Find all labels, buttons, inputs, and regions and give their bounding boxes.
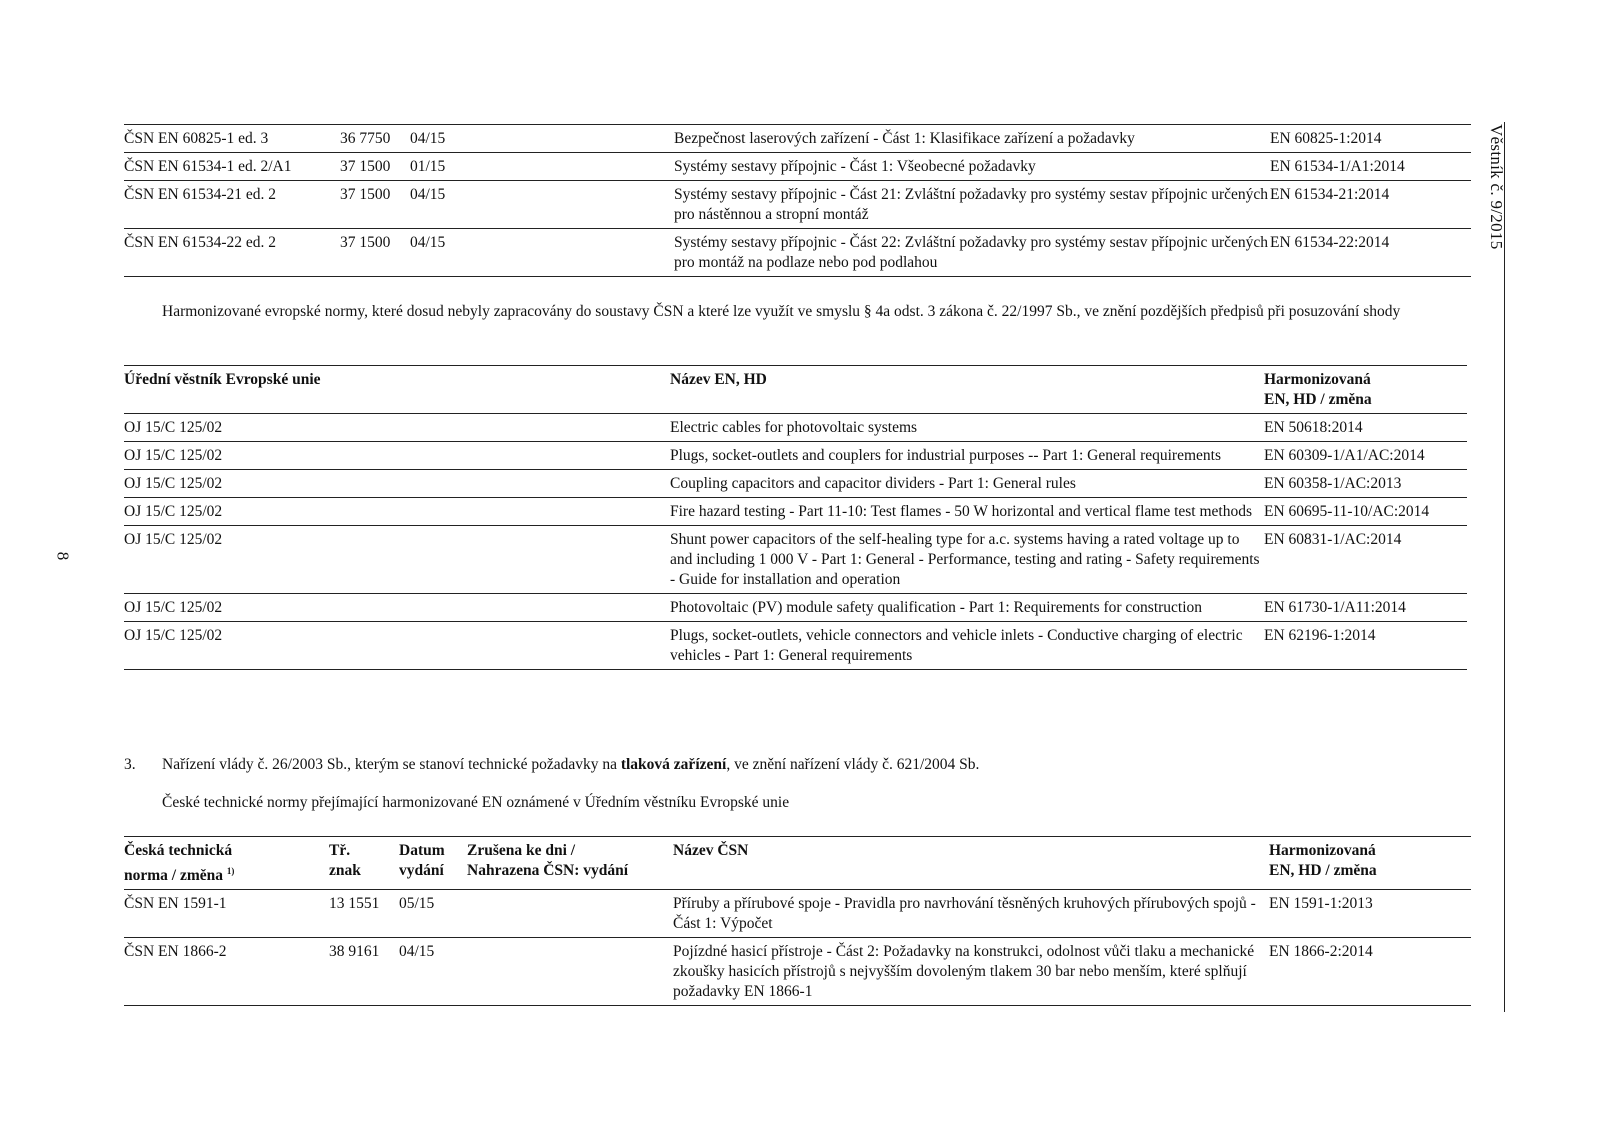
table-row	[124, 594, 1467, 622]
title-cell: Systémy sestavy přípojnic - Část 21: Zvláštní požadavky pro systémy sestav přípojnic určených pro nástěnnou a stropní montáž	[674, 181, 1270, 229]
table-row	[124, 229, 1471, 277]
table-row	[124, 890, 1471, 938]
date-cell: 04/15	[410, 229, 674, 277]
header-harmonized-line2: EN, HD / změna	[1264, 391, 1372, 408]
harmonized-intro-paragraph: Harmonizované evropské normy, které dosud nebyly zapracovány do soustavy ČSN a které lze využít ve smyslu § 4a odst. 3 zákona č. 22/1997 Sb., ve znění pozdějších předpisů při posuzování shody	[162, 303, 1401, 320]
title-cell: Plugs, socket-outlets and couplers for industrial purposes -- Part 1: General requirements	[670, 442, 1264, 470]
journal-cell: OJ 15/C 125/02	[124, 526, 670, 594]
header-class	[329, 837, 399, 890]
cancelled-cell	[467, 938, 673, 1006]
harmonized-cell: EN 1591-1:2013	[1269, 890, 1471, 938]
norm-cell: ČSN EN 61534-21 ed. 2	[124, 181, 340, 229]
header-date	[399, 837, 467, 890]
norm-cell: ČSN EN 1866-2	[124, 938, 329, 1006]
section-heading	[162, 755, 1472, 775]
harmonized-cell: EN 60695-11-10/AC:2014	[1264, 498, 1467, 526]
section-heading-bold: tlaková zařízení	[620, 756, 727, 773]
harmonized-norms-table	[124, 365, 1467, 670]
harmonized-cell: EN 62196-1:2014	[1264, 622, 1467, 670]
title-cell: Fire hazard testing - Part 11-10: Test flames - 50 W horizontal and vertical flame test methods	[670, 498, 1264, 526]
header-harmonized	[1264, 366, 1467, 414]
header-harmonized-line1: Harmonizovaná	[1264, 371, 1371, 388]
table-row	[124, 414, 1467, 442]
title-cell: Electric cables for photovoltaic systems	[670, 414, 1264, 442]
title-cell: Bezpečnost laserových zařízení - Část 1: Klasifikace zařízení a požadavky	[674, 125, 1270, 153]
norm-cell: ČSN EN 61534-1 ed. 2/A1	[124, 153, 340, 181]
journal-cell: OJ 15/C 125/02	[124, 498, 670, 526]
header-date-line2: vydání	[399, 862, 444, 879]
harmonized-cell: EN 61534-1/A1:2014	[1270, 153, 1471, 181]
table-row	[124, 622, 1467, 670]
date-cell: 04/15	[410, 181, 674, 229]
title-cell: Příruby a přírubové spoje - Pravidla pro navrhování těsněných kruhových přírubových spojů - Část 1: Výpočet	[673, 890, 1269, 938]
page-number: 8	[53, 551, 73, 561]
table-row	[124, 498, 1467, 526]
norms-table-1	[124, 124, 1471, 277]
class-cell: 36 7750	[340, 125, 410, 153]
title-cell: Photovoltaic (PV) module safety qualification - Part 1: Requirements for construction	[670, 594, 1264, 622]
journal-cell: OJ 15/C 125/02	[124, 470, 670, 498]
harmonized-cell: EN 60831-1/AC:2014	[1264, 526, 1467, 594]
table-row	[124, 470, 1467, 498]
section-subtitle: České technické normy přejímající harmonizované EN oznámené v Úředním věstníku Evropské unie	[162, 794, 790, 811]
class-cell: 37 1500	[340, 153, 410, 181]
title-cell: Coupling capacitors and capacitor dividers - Part 1: General rules	[670, 470, 1264, 498]
date-cell: 01/15	[410, 153, 674, 181]
title-cell: Pojízdné hasicí přístroje - Část 2: Požadavky na konstrukci, odolnost vůči tlaku a mechanické zkoušky hasicích přístrojů s nejvyšším dovoleným tlakem 30 bar nebo menším, které splňují požadavky EN 1866-1	[673, 938, 1269, 1006]
title-cell: Shunt power capacitors of the self-healing type for a.c. systems having a rated voltage up to and including 1 000 V - Part 1: General - Performance, testing and rating - Safety requirements - Guide for installation and operation	[670, 526, 1264, 594]
harmonized-cell: EN 60825-1:2014	[1270, 125, 1471, 153]
date-cell: 05/15	[399, 890, 467, 938]
section-number: 3.	[124, 756, 136, 773]
header-cancelled-line2: Nahrazena ČSN: vydání	[467, 862, 629, 879]
class-cell: 38 9161	[329, 938, 399, 1006]
table-header-row	[124, 837, 1471, 890]
section-heading-tail: , ve znění nařízení vlády č. 621/2004 Sb.	[726, 756, 980, 773]
norm-cell: ČSN EN 1591-1	[124, 890, 329, 938]
table-row	[124, 938, 1471, 1006]
journal-cell: OJ 15/C 125/02	[124, 594, 670, 622]
header-norm-line1: Česká technická	[124, 842, 233, 859]
table-header-row	[124, 366, 1467, 414]
header-title: Název ČSN	[673, 837, 1269, 890]
journal-cell: OJ 15/C 125/02	[124, 414, 670, 442]
header-cancelled	[467, 837, 673, 890]
title-cell: Plugs, socket-outlets, vehicle connectors and vehicle inlets - Conductive charging of electric vehicles - Part 1: General requirements	[670, 622, 1264, 670]
header-cancelled-line1: Zrušena ke dni /	[467, 842, 576, 859]
header-harmonized-line1: Harmonizovaná	[1269, 842, 1376, 859]
harmonized-cell: EN 61534-22:2014	[1270, 229, 1471, 277]
norm-cell: ČSN EN 61534-22 ed. 2	[124, 229, 340, 277]
harmonized-cell: EN 50618:2014	[1264, 414, 1467, 442]
class-cell: 13 1551	[329, 890, 399, 938]
harmonized-cell: EN 60309-1/A1/AC:2014	[1264, 442, 1467, 470]
journal-cell: OJ 15/C 125/02	[124, 622, 670, 670]
cancelled-cell	[467, 890, 673, 938]
header-harmonized	[1269, 837, 1471, 890]
header-harmonized-line2: EN, HD / změna	[1269, 862, 1377, 879]
header-norm	[124, 837, 329, 890]
date-cell: 04/15	[410, 125, 674, 153]
title-cell: Systémy sestavy přípojnic - Část 22: Zvláštní požadavky pro systémy sestav přípojnic určených pro montáž na podlaze nebo pod podlahou	[674, 229, 1270, 277]
harmonized-cell: EN 61730-1/A11:2014	[1264, 594, 1467, 622]
harmonized-cell: EN 60358-1/AC:2013	[1264, 470, 1467, 498]
bulletin-label: Věstník č. 9/2015	[1487, 124, 1506, 250]
header-norm-line2: norma / změna	[124, 867, 224, 885]
header-date-line1: Datum	[399, 842, 445, 859]
header-title: Název EN, HD	[670, 366, 1264, 414]
footnote-marker: 1)	[226, 866, 235, 876]
title-cell: Systémy sestavy přípojnic - Část 1: Všeobecné požadavky	[674, 153, 1270, 181]
harmonized-cell: EN 61534-21:2014	[1270, 181, 1471, 229]
table-row	[124, 442, 1467, 470]
header-class-line2: znak	[329, 862, 361, 879]
norm-cell: ČSN EN 60825-1 ed. 3	[124, 125, 340, 153]
section-heading-text: Nařízení vlády č. 26/2003 Sb., kterým se stanoví technické požadavky na	[162, 756, 621, 773]
table-row	[124, 181, 1471, 229]
vertical-rule	[1504, 122, 1505, 1012]
header-class-line1: Tř.	[329, 842, 351, 859]
class-cell: 37 1500	[340, 181, 410, 229]
harmonized-cell: EN 1866-2:2014	[1269, 938, 1471, 1006]
table-row	[124, 125, 1471, 153]
date-cell: 04/15	[399, 938, 467, 1006]
journal-cell: OJ 15/C 125/02	[124, 442, 670, 470]
header-journal: Úřední věstník Evropské unie	[124, 366, 670, 414]
table-row	[124, 526, 1467, 594]
class-cell: 37 1500	[340, 229, 410, 277]
table-row	[124, 153, 1471, 181]
norms-table-3	[124, 836, 1471, 1006]
